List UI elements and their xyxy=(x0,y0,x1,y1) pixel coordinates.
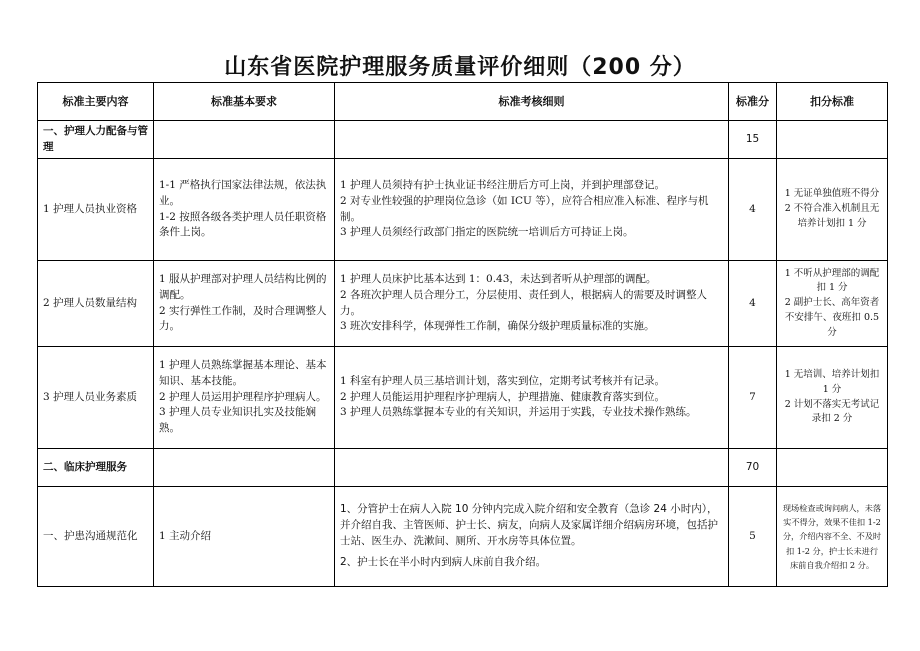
table-row xyxy=(38,261,888,347)
content-cell: 1 护理人员执业资格 xyxy=(38,159,154,261)
table-row xyxy=(38,487,888,587)
score-cell: 7 xyxy=(729,347,777,449)
header-detail: 标准考核细则 xyxy=(335,83,729,121)
table-row xyxy=(38,347,888,449)
deduction-cell: 1 无证单独值班不得分 2 不符合准入机制且无培养计划扣 1 分 xyxy=(777,159,888,261)
requirement-cell: 1 主动介绍 xyxy=(154,487,335,587)
score-cell: 15 xyxy=(729,121,777,159)
deduction-cell: 现场检查或询问病人，未落实不得分，效果不佳扣 1-2 分，介绍内容不全、不及时扣 1-2 分，护士长未进行床前自我介绍扣 2 分。 xyxy=(777,487,888,587)
requirement-cell: 1 护理人员熟练掌握基本理论、基本知识、基本技能。 2 护理人员运用护理程序护理病人。 3 护理人员专业知识扎实及技能娴熟。 xyxy=(154,347,335,449)
section-row xyxy=(38,449,888,487)
requirement-cell: 1 服从护理部对护理人员结构比例的调配。 2 实行弹性工作制，及时合理调整人力。 xyxy=(154,261,335,347)
detail-cell: 1 科室有护理人员三基培训计划，落实到位，定期考试考核并有记录。 2 护理人员能运用护理程序护理病人，护理措施、健康教育落实到位。 3 护理人员熟练掌握本专业的有关知识，并运用于实践，专业技术操作熟练。 xyxy=(335,347,729,449)
deduction-cell: 1 不听从护理部的调配扣 1 分 2 副护士长、高年资者不安排午、夜班扣 0.5 分 xyxy=(777,261,888,347)
table-row xyxy=(38,159,888,261)
detail-cell: 1 护理人员床护比基本达到 1：0.43，未达到者听从护理部的调配。 2 各班次护理人员合理分工，分层使用、责任到人，根据病人的需要及时调整人力。 3 班次安排科学，体现弹性工作制，确保分级护理质量标准的实施。 xyxy=(335,261,729,347)
score-cell: 5 xyxy=(729,487,777,587)
content-cell: 2 护理人员数量结构 xyxy=(38,261,154,347)
detail-cell: 1 护理人员须持有护士执业证书经注册后方可上岗，并到护理部登记。 2 对专业性较强的护理岗位急诊（如 ICU 等），应符合相应准入标准、程序与机制。 3 护理人员须经行政部门指定的医院统一培训后方可持证上岗。 xyxy=(335,159,729,261)
section-title: 二、临床护理服务 xyxy=(38,449,154,487)
section-row xyxy=(38,121,888,159)
content-cell: 一、护患沟通规范化 xyxy=(38,487,154,587)
header-content: 标准主要内容 xyxy=(38,83,154,121)
score-cell: 70 xyxy=(729,449,777,487)
content-cell: 3 护理人员业务素质 xyxy=(38,347,154,449)
header-deduction: 扣分标准 xyxy=(777,83,888,121)
evaluation-table xyxy=(37,82,888,587)
page-title: 山东省医院护理服务质量评价细则（200 分） xyxy=(224,55,696,80)
requirement-cell: 1-1 严格执行国家法律法规，依法执业。 1-2 按照各级各类护理人员任职资格条件上岗。 xyxy=(154,159,335,261)
header-requirement: 标准基本要求 xyxy=(154,83,335,121)
deduction-cell: 1 无培训、培养计划扣 1 分 2 计划不落实无考试记录扣 2 分 xyxy=(777,347,888,449)
detail-cell: 1、分管护士在病人入院 10 分钟内完成入院介绍和安全教育（急诊 24 小时内），并介绍自我、主管医师、护士长、病友，向病人及家属详细介绍病房环境，包括护士站、医生办、洗漱间、厕所、开水房等具体位置。 2、护士长在半小时内到病人床前自我介绍。 xyxy=(335,487,729,587)
table-header-row xyxy=(38,83,888,121)
score-cell: 4 xyxy=(729,159,777,261)
header-score: 标准分 xyxy=(729,83,777,121)
section-title: 一、护理人力配备与管理 xyxy=(38,121,154,159)
score-cell: 4 xyxy=(729,261,777,347)
